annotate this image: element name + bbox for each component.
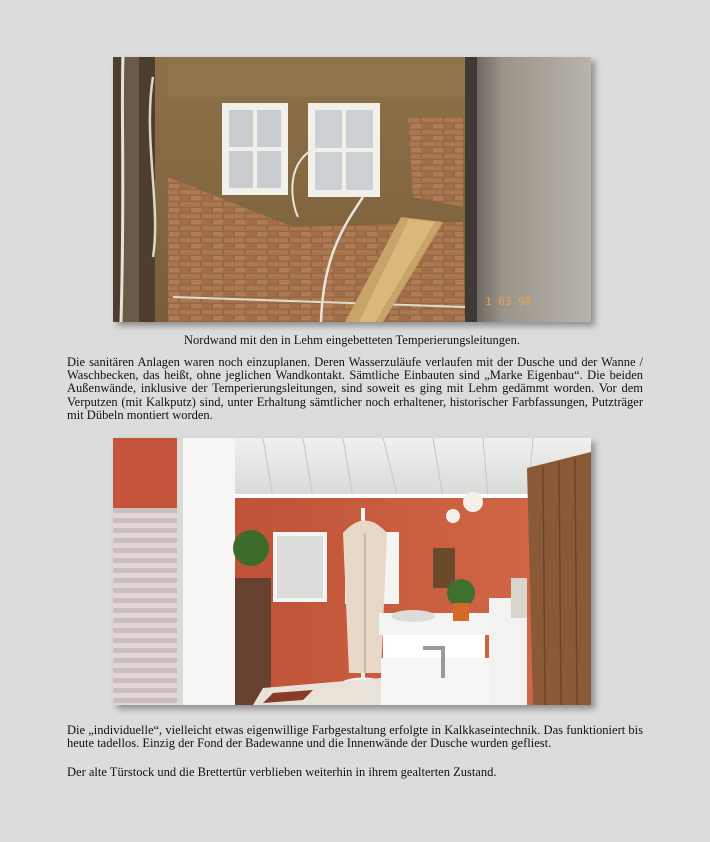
north-wall-photo (113, 57, 591, 322)
date-stamp: 1 03 98 (485, 295, 532, 308)
paragraph-door: Der alte Türstock und die Brettertür verblieben weiterhin in ihrem gealterten Zustand. (67, 765, 497, 779)
photo-caption: Nordwand mit den in Lehm eingebetteten Temperierungsleitungen. (184, 333, 520, 347)
bathroom-photo (113, 438, 591, 705)
paragraph-color-design: Die „individuelle“, vielleicht etwas eigenwillige Farbgestaltung erfolgte in Kalkkaseintechnik. Das funktioniert bis heute tadellos. Einzig der Fond der Badewanne und die Innenwände der Dusche wurden gefliest. (67, 723, 643, 751)
paragraph-sanitary: Die sanitären Anlagen waren noch einzuplanen. Deren Wasserzuläufe verlaufen mit der Dusche und der Wanne / Waschbecken, das heißt, ohne jeglichen Wandkontakt. Sämtliche Einbauten sind „Marke Eigenbau“. Die beiden Außenwände, inklusive der Temperierungsleitungen, sind soweit es ging mit Lehm gedämmt worden. Vor dem Verputzen (mit Kalkputz) sind, unter Erhaltung sämtlicher noch erhaltener, historischer Farbfassungen, Putzträger mit Dübeln montiert worden. (67, 355, 643, 422)
